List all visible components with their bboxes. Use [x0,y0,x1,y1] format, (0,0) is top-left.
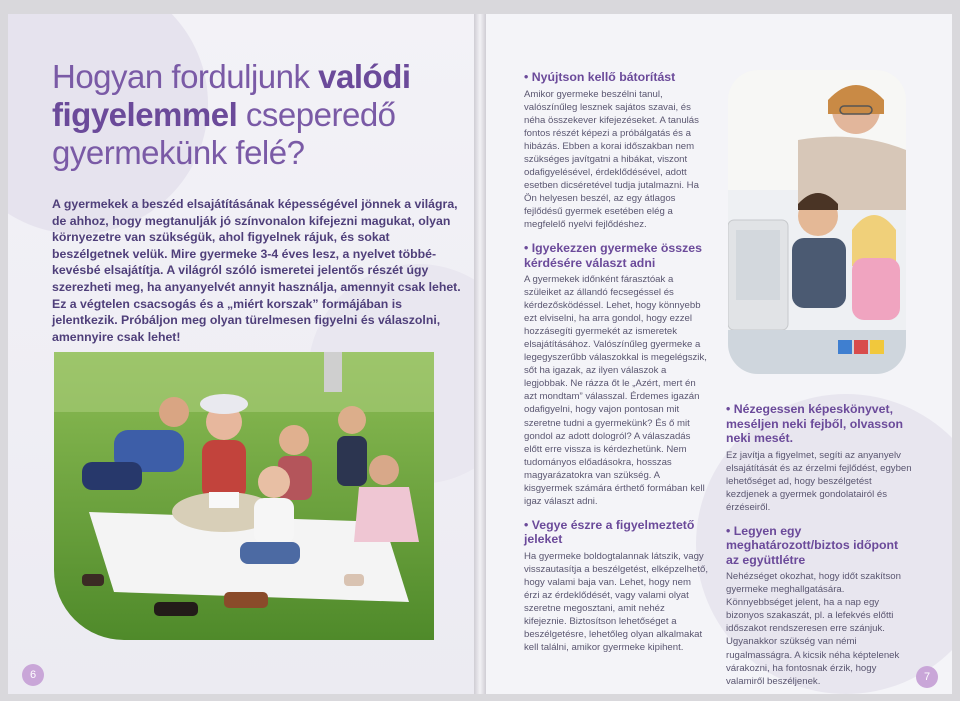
section-heading [524,241,708,270]
bullet-dot-icon: • [524,241,529,256]
photo-illustration [54,352,434,640]
section-body: Ez javítja a figyelmet, segíti az anyanyelv elsajátítását és az érzelmi fejlődést, egyben lehetőséget ad, hogy beszélgetést kezdjenek a gyermek gondolatairól és érzéseiről. [726,449,912,513]
section [726,524,912,688]
column-1 [524,70,708,664]
section-heading-text: Igyekezzen gyermeke összes kérdésére választ adni [524,241,702,270]
section-heading-text: Legyen egy meghatározott/biztos időpont az együttlétre [726,523,899,567]
section-heading [524,70,708,85]
bullet-dot-icon: • [524,70,529,84]
section-heading [726,402,912,446]
section-body: Nehézséget okozhat, hogy időt szakítson gyermeke meghallgatására. Könnyebbséget jelent, ha a nap egy bizonyos szakaszát, pl. a lefekvés előtti időszakot rendszeresen erre szánjuk. Ugyanakkor szükség van némi rugalmasságra. A kicsik néha képtelenek várakozni, ha fontosnak érzik, hogy valamiről beszéljenek. [726,571,901,687]
right-page [486,14,952,694]
section [726,402,912,514]
section [524,518,708,654]
page-number: 6 [22,664,44,686]
title-part-regular: Hogyan forduljunk [52,58,319,95]
section-heading-text: Nézegessen képeskönyvet, meséljen neki fejből, olvasson neki mesét. [726,402,904,445]
photo-illustration [728,70,906,374]
intro-paragraph: A gyermekek a beszéd elsajátításának képességével jönnek a világra, de ahhoz, hogy megtanulják jó színvonalon kifejezni magukat, olyan környezetre van szükségük, ahol figyelnek rájuk, és sokat beszélgetnek velük. Mire gyermeke 3-4 éves lesz, a nyelvet többé-kevésbé elsajátítja. A világról szóló ismeretei jelentős részét úgy szerezheti meg, ha anyanyelvét annyit használja, amennyit csak lehet. Ez a végtelen csacsogás és a „miért korszak” formájában is jelentkezik. Próbáljon meg olyan türelmesen figyelni és válaszolni, amennyire csak lehet! [52,197,461,344]
title-part-regular: cseperedő gyermekünk felé? [52,96,396,171]
section [524,241,708,508]
spread-gutter [474,14,486,694]
section-heading [524,518,708,547]
column-2 [726,402,912,694]
section-body: A gyermekek időnként fárasztóak a szüleiket az állandó fecsegéssel és kérdezősködéssel. Lehet, hogy könnyebb ezt elviselni, ha arra gondol, hogy ezzel hozzásegíti gyermekét az ismeretek elsajátításához. Valószínűleg gyermeke a legegyszerűbb válaszokkal is megelégszik, sőt ha igazak, az ilyen válaszok a legjobbak. Ne rázza őt le „Azért, mert én azt mondtam” válasszal. Érdemes igazán odafigyelni, hogy vajon pontosan mit szeretne tudni a gyermekünk? És ő mit gondol az adott dologról? A válaszadás előtt erre vissza is kérdezhetünk. Nem tudományos előadásokra, hosszas magyarázatokra van szükség. A kisgyermek számára érthető formában kell igaz választ adni. [524,274,707,507]
photo-teacher-children-computer [728,70,906,374]
photo-family-reading-outdoors [54,352,434,640]
section-body: Ha gyermeke boldogtalannak látszik, vagy visszautasítja a beszélgetést, elképzelhető, hogy valami baja van. Lehet, hogy nem érzi az érdeklődését, vagy valami olyat szeretne megosztani, amit nehéz kifejeznie. Biztosítson lehetőséget a beszélgetésre, lehetőleg olyan alkalmakat kell találni, amikor gyermeke kipihent. [524,550,708,654]
bullet-dot-icon: • [726,523,731,538]
bullet-dot-icon: • [726,402,731,416]
article-title [52,58,462,172]
bullet-dot-icon: • [524,517,529,532]
section-heading-text: Vegye észre a figyelmeztető jeleket [524,517,695,547]
left-page [8,14,474,694]
title-part-bold: valódi figyelemmel [52,58,411,133]
page-number: 7 [916,666,938,688]
section-heading-text: Nyújtson kellő bátorítást [531,70,676,84]
section-body: Amikor gyermeke beszélni tanul, valószínűleg lesznek sajátos szavai, és néha összekever kifejezéseket. A tanulás fontos részét képezi a próbálgatás és a hibázás. Ebben a korai időszakban nem szükséges javítgatni a hibákat, viszont odafigyelésével, érdeklődésével, adott esetben dicséretével tudja jutalmazni. Ha Ön helyesen beszél, az egy átlagos fejlődésű gyermek esetében elég a megfelelő nyelvi fejlődéshez. [524,88,699,230]
section [524,70,708,231]
section-heading [726,524,912,568]
